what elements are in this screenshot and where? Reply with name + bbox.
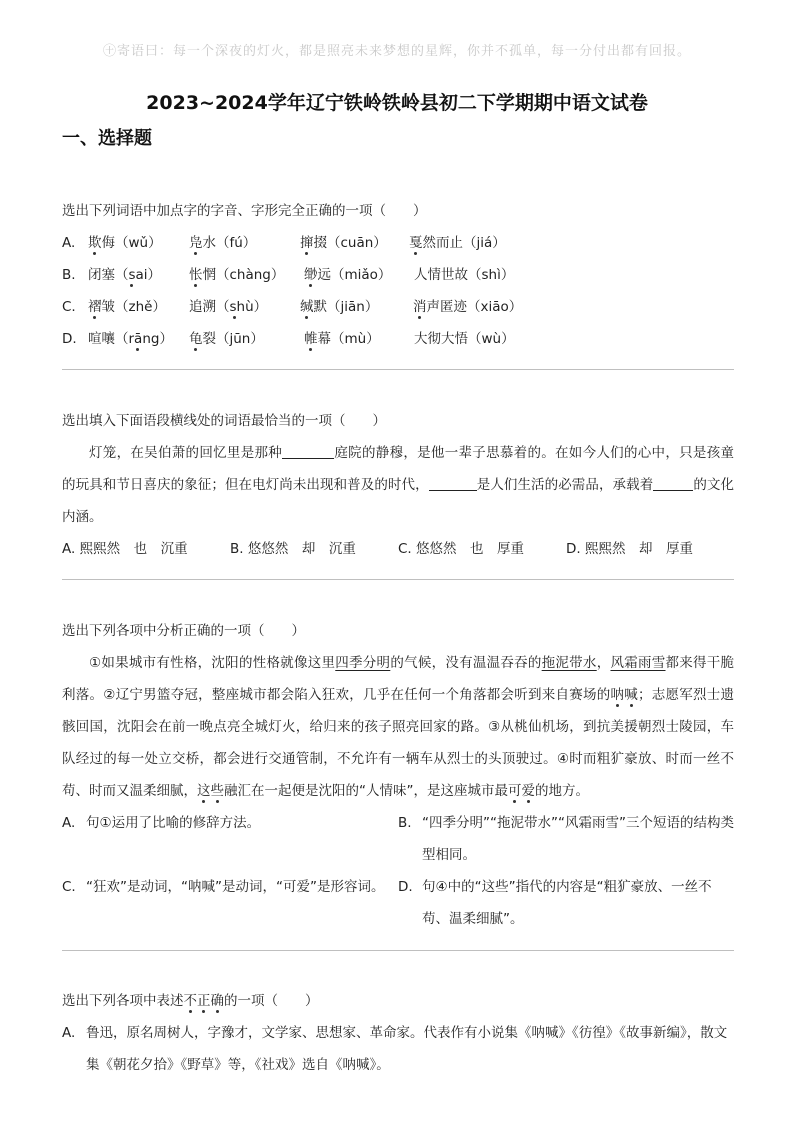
question-stem: 选出下列各项中分析正确的一项（ ） [62, 623, 305, 639]
question-stem: 选出下列词语中加点字的字音、字形完全正确的一项（ ） [62, 203, 427, 219]
answer-blank [282, 444, 334, 459]
option-a[interactable]: A. 鲁迅，原名周树人，字豫才，文学家、思想家、革命家。代表作有小说集《呐喊》《彷徨》《故事新编》，散文集《朝花夕拾》《野草》等，《社戏》选自《呐喊》。 [62, 1025, 728, 1073]
word-item: 欺侮（wǔ） [88, 235, 162, 251]
word-item: 缈远（miǎo） [304, 267, 392, 283]
option-c[interactable]: C. 悠悠然 也 厚重 [398, 541, 525, 557]
option-b[interactable]: B. 悠悠然 却 沉重 [230, 541, 356, 557]
option-c[interactable] [62, 291, 734, 323]
word-item: 消声匿迹（xiāo） [413, 299, 523, 315]
option-a[interactable] [62, 227, 734, 259]
word-item: 追溯（shù） [189, 299, 268, 315]
answer-blank [653, 476, 693, 491]
option-letter: B. [62, 267, 76, 283]
exam-title: 2023~2024学年辽宁铁岭铁岭县初二下学期期中语文试卷 [146, 92, 648, 114]
word-item: 怅惘（chàng） [189, 267, 285, 283]
option-d[interactable] [62, 323, 734, 355]
option-b[interactable] [62, 259, 734, 291]
word-item: 闭塞（sai） [88, 267, 162, 283]
word-item: 喧嚷（rāng） [88, 331, 173, 347]
question-stem: 选出下列各项中表述不正确的一项（ ） [62, 993, 319, 1009]
option-d[interactable]: D. 句④中的“这些”指代的内容是“粗犷豪放、一丝不苟、温柔细腻”。 [398, 879, 712, 927]
word-item: 褶皱（zhě） [88, 299, 166, 315]
passage: ①如果城市有性格，沈阳的性格就像这里四季分明的气候，没有温温吞吞的拖泥带水，风霜雨雪都来得干脆利落。②辽宁男篮夺冠，整座城市都会陷入狂欢，几乎在任何一个角落都会听到来自赛场的呐喊；志愿军烈士遗骸回国，沈阳会在前一晚点亮全城灯火，给归来的孩子照亮回家的路。③从桃仙机场，到抗美援朝烈士陵园，车队经过的每一处立交桥，都会进行交通管制，不允许有一辆车从烈士的头顶驶过。④时而粗犷豪放、时而一丝不苟、时而又温柔细腻，这些融汇在一起便是沈阳的“人情味”，是这座城市最可爱的地方。 [62, 655, 735, 799]
option-list [62, 227, 734, 355]
option-b[interactable]: B. “四季分明”“拖泥带水”“风霜雨雪”三个短语的结构类型相同。 [398, 815, 734, 863]
question-4 [62, 991, 734, 1081]
answer-blank [429, 476, 477, 491]
option-a[interactable]: A. 句①运用了比喻的修辞方法。 [62, 815, 261, 831]
word-item: 龟裂（jūn） [189, 331, 264, 347]
question-3 [62, 621, 734, 935]
word-item: 帷幕（mù） [304, 331, 380, 347]
option-row [62, 1017, 734, 1081]
option-letter: A. [62, 235, 76, 251]
option-row [62, 807, 734, 871]
option-row [62, 871, 734, 935]
question-divider [62, 950, 734, 951]
question-divider [62, 369, 734, 370]
option-list [62, 533, 734, 565]
option-c[interactable]: C. “狂欢”是动词，“呐喊”是动词，“可爱”是形容词。 [62, 879, 385, 895]
question-2 [62, 411, 734, 565]
passage: 灯笼，在吴伯萧的回忆里是那种 庭院的静穆，是他一辈子思慕着的。在如今人们的心中，只是孩童的玩具和节日喜庆的象征；但在电灯尚未出现和普及的时代， 是人们生活的必需品，承载着 的文化内涵。 [62, 445, 735, 525]
word-item: 大彻大悟（wù） [414, 331, 515, 347]
option-a[interactable]: A. 熙熙然 也 沉重 [62, 541, 188, 557]
option-letter: D. [62, 331, 77, 347]
section-heading: 一、选择题 [62, 128, 152, 149]
word-item: 缄默（jiān） [300, 299, 379, 315]
question-stem: 选出填入下面语段横线处的词语最恰当的一项（ ） [62, 413, 386, 429]
word-item: 人情世故（shì） [414, 267, 515, 283]
option-d[interactable]: D. 熙熙然 却 厚重 [566, 541, 693, 557]
word-item: 凫水（fú） [189, 235, 257, 251]
word-item: 戛然而止（jiá） [409, 235, 506, 251]
word-item: 撺掇（cuān） [300, 235, 387, 251]
page-watermark: ㊉寄语曰：每一个深夜的灯火，都是照亮未来梦想的星辉，你并不孤单，每一分付出都有回报。 [102, 44, 691, 59]
option-letter: C. [62, 299, 76, 315]
question-1 [62, 201, 734, 355]
question-divider [62, 579, 734, 580]
